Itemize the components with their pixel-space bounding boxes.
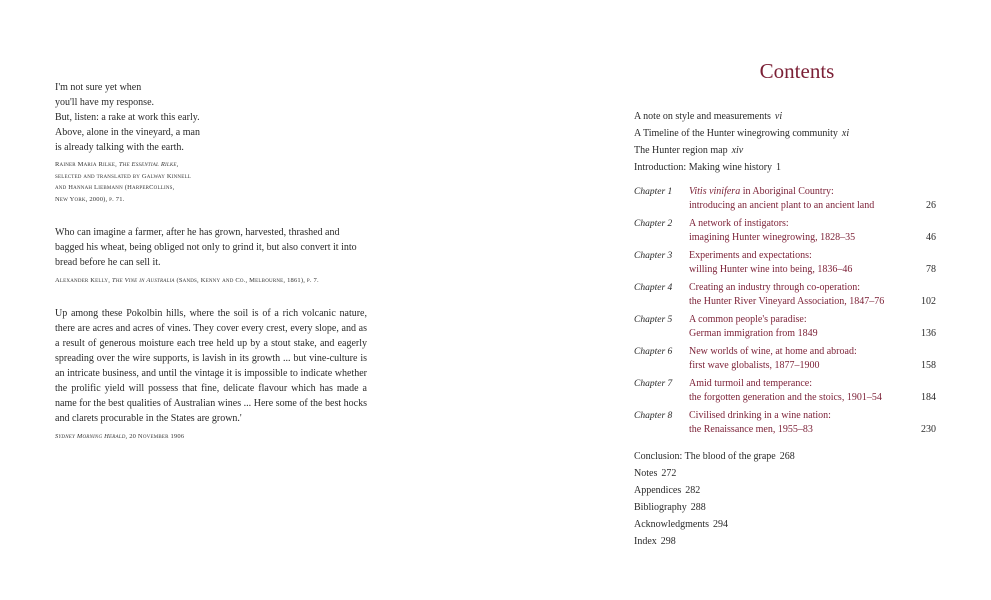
chapter-page: 26	[926, 200, 936, 211]
contents-title: Contents	[759, 59, 835, 83]
chapter-entry	[634, 345, 936, 373]
poem-line: I'm not sure yet when	[55, 82, 142, 93]
chapter-page: 184	[921, 392, 936, 403]
chapter-title: New worlds of wine, at home and abroad:	[689, 346, 857, 357]
chapter-page: 158	[921, 360, 936, 371]
chapter-subtitle: the forgotten generation and the stoics, 1901–54	[689, 392, 882, 403]
left-page	[55, 80, 367, 442]
toc-entry: Acknowledgments 294	[634, 519, 728, 530]
citation-work-title: Sydney Morning Herald	[55, 432, 126, 440]
chapter-label: Chapter 6	[634, 347, 673, 357]
poem-line: you'll have my response.	[55, 97, 155, 108]
chapter-page: 136	[921, 328, 936, 339]
chapter-subtitle: German immigration from 1849	[689, 328, 818, 339]
chapter-label: Chapter 4	[634, 283, 673, 293]
chapter-label: Chapter 2	[634, 219, 673, 229]
chapter-title: Amid turmoil and temperance:	[689, 378, 813, 389]
front-matter-list	[634, 108, 936, 176]
rilke-citation: Rainer Maria Rilke, The Essential Rilke, selected and translated by Galway Kinnell and Hannah Liebmann (HarperCollins, New York, 2000), p. 71.	[55, 161, 191, 203]
chapter-title: A network of instigators:	[689, 218, 789, 229]
chapter-title: Experiments and expectations:	[689, 250, 812, 261]
citation-work-title: The Essential Rilke,	[118, 161, 179, 168]
kelly-citation: Alexander Kelly, The Vine in Australia (Sands, Kenny and Co., Melbourne, 1861), p. 7.	[55, 277, 319, 284]
toc-entry: Appendices 282	[634, 485, 701, 496]
toc-entry: A Timeline of the Hunter winegrowing community xi	[634, 128, 850, 139]
toc-entry: Introduction: Making wine history 1	[634, 162, 782, 173]
chapter-entry	[634, 249, 936, 277]
chapter-entry	[634, 217, 936, 245]
chapter-title: Creating an industry through co-operation:	[689, 282, 861, 293]
poem-line: is already talking with the earth.	[55, 142, 184, 153]
chapter-page: 102	[921, 296, 936, 307]
chapter-title: A common people's paradise:	[689, 314, 807, 325]
chapter-subtitle: introducing an ancient plant to an ancient land	[689, 200, 875, 211]
kelly-quote: Who can imagine a farmer, after he has grown, harvested, thrashed and bagged his wheat, being obliged not only to grind it, but also convert it into bread before he can sell it.	[55, 227, 357, 268]
chapter-label: Chapter 5	[634, 315, 673, 325]
poem-line: Above, alone in the vineyard, a man	[55, 127, 200, 138]
chapter-subtitle: the Hunter River Vineyard Association, 1847–76	[689, 296, 885, 307]
citation-work-title: The Vine in Australia	[111, 277, 175, 284]
chapter-label: Chapter 7	[634, 379, 673, 389]
smh-citation: Sydney Morning Herald, 20 November 1906	[55, 432, 185, 440]
toc-entry: Notes 272	[634, 468, 677, 479]
poem-line: But, listen: a rake at work this early.	[55, 112, 200, 123]
toc-entry: The Hunter region map xiv	[634, 145, 744, 156]
chapter-page: 46	[926, 232, 936, 243]
right-page	[634, 58, 936, 550]
chapter-entry	[634, 377, 936, 405]
chapter-label: Chapter 3	[634, 251, 673, 261]
chapter-title: Civilised drinking in a wine nation:	[689, 410, 831, 421]
chapter-entry	[634, 281, 936, 309]
back-matter-list	[634, 448, 936, 550]
chapter-subtitle: first wave globalists, 1877–1900	[689, 360, 820, 371]
chapter-label: Chapter 8	[634, 411, 673, 421]
chapter-entry: Chapter 1 Vitis vinifera in Aboriginal Country: introducing an ancient plant to an ancient land 26	[634, 186, 936, 211]
chapter-list	[634, 185, 936, 437]
chapter-subtitle: imagining Hunter winegrowing, 1828–35	[689, 232, 856, 243]
toc-entry: A note on style and measurements vi	[634, 111, 783, 122]
toc-entry: Index 298	[634, 536, 676, 547]
chapter-page: 78	[926, 264, 936, 275]
toc-entry: Bibliography 288	[634, 502, 706, 513]
chapter-subtitle: willing Hunter wine into being, 1836–46	[689, 264, 853, 275]
chapter-subtitle: the Renaissance men, 1955–83	[689, 424, 813, 435]
smh-quote: Up among these Pokolbin hills, where the soil is of a rich volcanic nature, there are acres and acres of vines. They cover every crest, every slope, and as a result of generous moisture each tree held up by a stout stake, and eagerly spreading over the wire supports, is lavish in its growth ... but vine-culture is an intricate business, and until the vintage it is impossible to indicate whether the prolific yield will possess that fine, delicate flavour which has made a name for the best qualities of Australian wines ... Here some of the best hocks and clarets procurable in the States are grown.'	[55, 307, 367, 424]
chapter-page: 230	[921, 424, 936, 435]
rilke-poem	[55, 80, 367, 155]
toc-entry: Conclusion: The blood of the grape 268	[634, 451, 795, 462]
chapter-entry	[634, 409, 936, 437]
chapter-entry	[634, 313, 936, 341]
chapter-label: Chapter 1	[634, 187, 673, 197]
